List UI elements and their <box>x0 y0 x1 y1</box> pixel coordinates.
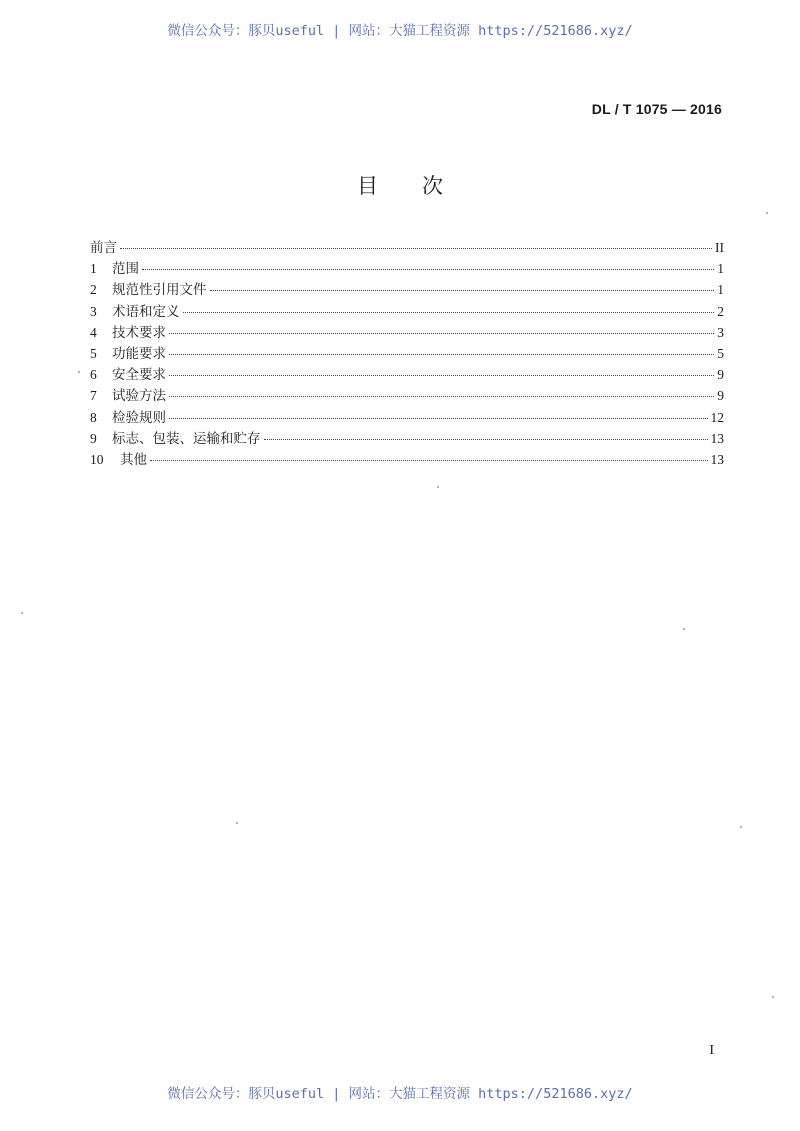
scan-speck <box>437 486 439 488</box>
scan-speck <box>772 996 774 998</box>
toc-number: 5 <box>90 345 97 361</box>
toc-entry-7[interactable] <box>90 384 724 405</box>
toc-label: 标志、包装、运输和贮存 <box>112 430 261 447</box>
toc-page: 5 <box>717 345 724 361</box>
table-of-contents <box>90 236 724 469</box>
toc-leader <box>169 418 708 419</box>
toc-page: 2 <box>717 303 724 319</box>
scan-speck <box>740 826 742 828</box>
toc-leader <box>264 439 708 440</box>
toc-page: 12 <box>710 409 724 425</box>
toc-number: 8 <box>90 409 97 425</box>
toc-entry-5[interactable] <box>90 342 724 363</box>
toc-entry-10[interactable] <box>90 448 724 469</box>
toc-entry-4[interactable] <box>90 321 724 342</box>
scan-speck <box>21 612 23 614</box>
page-title: 目次 <box>357 174 487 198</box>
toc-label: 功能要求 <box>112 345 166 362</box>
toc-number: 3 <box>90 303 97 319</box>
toc-entry-1[interactable] <box>90 257 724 278</box>
toc-entry-3[interactable] <box>90 300 724 321</box>
page-number: I <box>709 1043 714 1058</box>
toc-leader <box>169 354 714 355</box>
toc-label: 规范性引用文件 <box>112 282 207 299</box>
toc-page: 13 <box>710 451 724 467</box>
scan-speck <box>683 628 685 630</box>
toc-number: 4 <box>90 324 97 340</box>
toc-page: 1 <box>717 282 724 298</box>
toc-entry-9[interactable] <box>90 427 724 448</box>
toc-leader <box>169 333 714 334</box>
toc-number: 9 <box>90 430 97 446</box>
toc-label: 术语和定义 <box>112 303 180 320</box>
toc-label: 试验方法 <box>112 388 166 405</box>
toc-leader <box>169 396 714 397</box>
toc-entry-6[interactable] <box>90 363 724 384</box>
toc-number: 2 <box>90 282 97 298</box>
toc-number: 6 <box>90 367 97 383</box>
toc-number: 7 <box>90 388 97 404</box>
toc-leader <box>210 290 715 291</box>
toc-page: 1 <box>717 261 724 277</box>
toc-label: 检验规则 <box>112 409 166 426</box>
scan-speck <box>766 212 768 214</box>
toc-leader <box>120 248 712 249</box>
toc-entry-8[interactable] <box>90 406 724 427</box>
toc-number: 10 <box>90 451 104 467</box>
toc-label: 技术要求 <box>112 324 166 341</box>
standard-code: DL / T 1075 — 2016 <box>591 101 722 117</box>
watermark-top: 微信公众号：豚贝useful | 网站：大猫工程资源 https://521686.xyz/ <box>167 23 633 39</box>
toc-page: 13 <box>710 430 724 446</box>
scan-speck <box>236 822 238 824</box>
toc-label: 前言 <box>90 240 117 256</box>
toc-entry-foreword[interactable] <box>90 236 724 257</box>
toc-leader <box>169 375 714 376</box>
toc-entry-2[interactable] <box>90 278 724 299</box>
toc-leader <box>183 312 715 313</box>
toc-label: 范围 <box>112 261 139 278</box>
watermark-bottom: 微信公众号：豚贝useful | 网站：大猫工程资源 https://521686.xyz/ <box>167 1086 633 1102</box>
toc-page: 3 <box>717 324 724 340</box>
toc-leader <box>150 460 708 461</box>
toc-leader <box>142 269 714 270</box>
toc-page: II <box>715 240 724 255</box>
scan-speck <box>78 371 80 373</box>
toc-page: 9 <box>717 367 724 383</box>
toc-label: 安全要求 <box>112 367 166 384</box>
toc-number: 1 <box>90 261 97 277</box>
toc-label: 其他 <box>120 451 147 468</box>
toc-page: 9 <box>717 388 724 404</box>
